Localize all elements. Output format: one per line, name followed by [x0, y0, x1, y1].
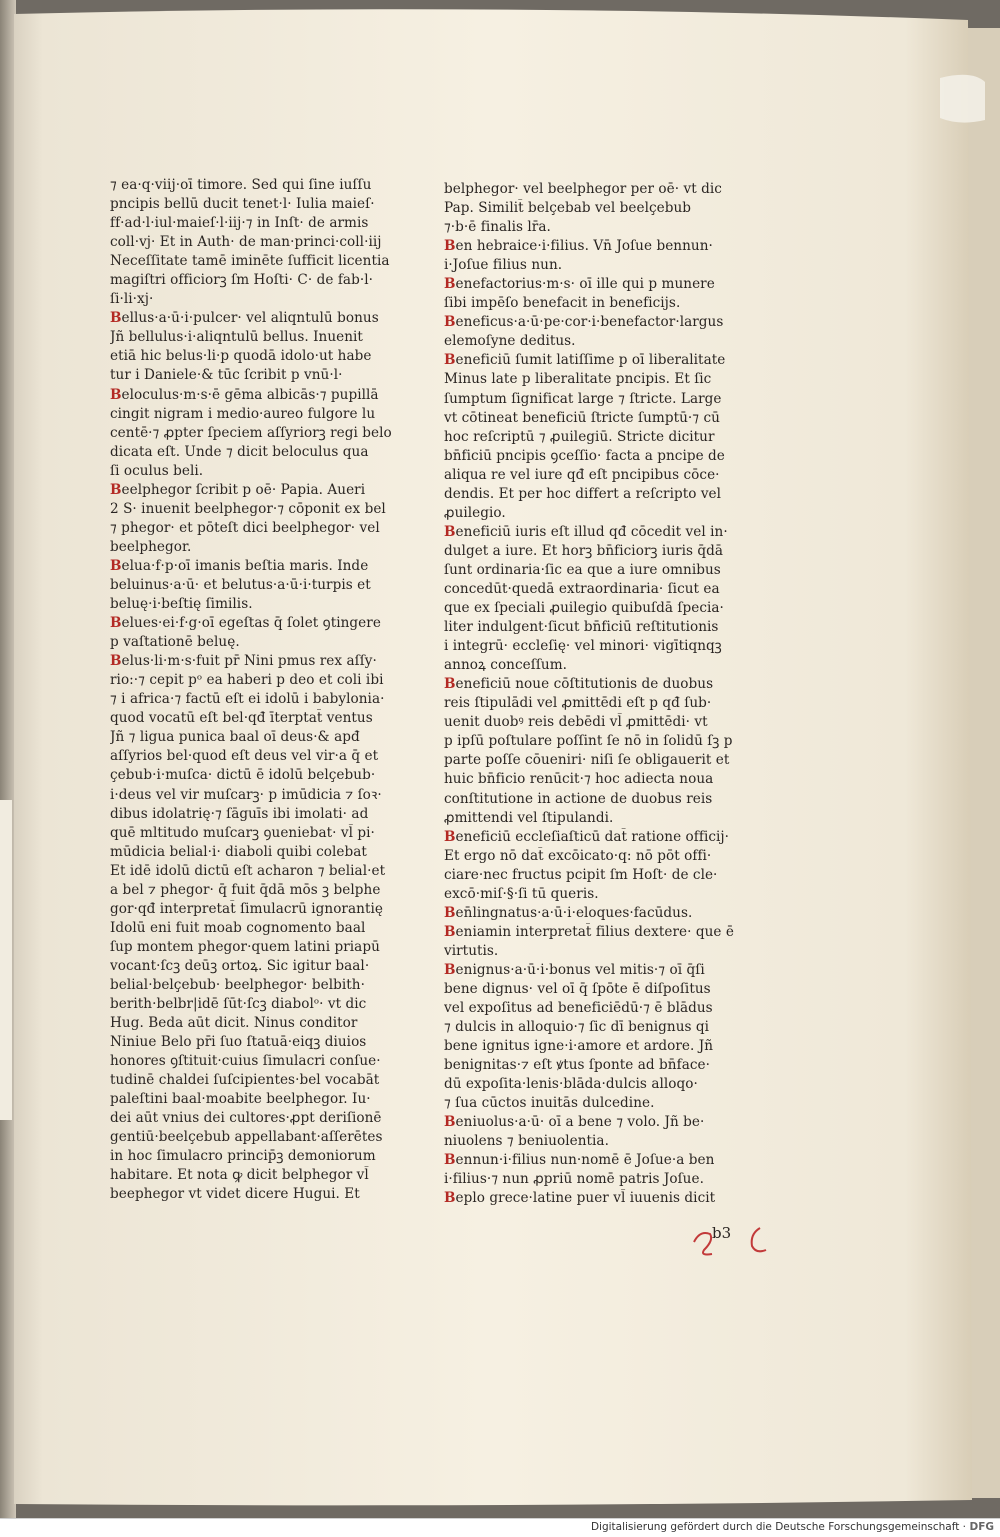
- line-text: Niniue Belo pr̄i ſuo ſtatuā·eiqꝫ diuios: [110, 1034, 367, 1051]
- text-line: [110, 900, 410, 919]
- text-line: [444, 1056, 764, 1075]
- line-text: Minus late p liberalitate pncipis. Et ſic: [444, 371, 712, 388]
- text-line: [110, 824, 410, 843]
- line-text: belphegor· vel beelphegor per oē· vt dic: [444, 181, 722, 197]
- line-text: vt cōtineat beneficiū ſtricte ſumptū·⁊ cū: [444, 409, 720, 426]
- text-line: [110, 462, 410, 481]
- line-text: rio:·⁊ cepit pᵒ ea haberi p deo et coli ibi: [110, 672, 384, 689]
- line-text: Pap. Similit̄ belçebab vel beelçebub: [444, 200, 692, 217]
- line-text: eneficiū ſumit latiſſime p oī liberalitate: [455, 352, 726, 369]
- text-line: [110, 614, 410, 633]
- text-line: [110, 766, 410, 785]
- text-line: [444, 885, 764, 904]
- line-text: in hoc ſimulacro princip̄ꝫ demoniorum: [110, 1148, 376, 1165]
- line-text: elua·f·p·oī imanis beſtia maris. Inde: [121, 557, 369, 574]
- text-line: [444, 504, 764, 523]
- line-text: Neceſſitate tamē iminēte ſufficit licentia: [110, 253, 390, 270]
- line-text: aliqua re vel iure qđ eſt pncipibus cōce·: [444, 466, 720, 483]
- rubricated-initial: B: [110, 310, 122, 327]
- text-line: [444, 332, 764, 351]
- text-line: [110, 1052, 410, 1071]
- text-line: [444, 866, 764, 885]
- left-column: [110, 176, 410, 1205]
- text-line: [110, 386, 410, 405]
- line-text: bene ignitus igne·i·amore et ardore. Jñ: [444, 1038, 714, 1055]
- text-line: [444, 561, 764, 580]
- line-text: eneficus·a·ū·pe·cor·i·benefactor·largus: [455, 314, 724, 331]
- text-line: [444, 999, 764, 1018]
- text-line: [444, 409, 764, 428]
- text-line: [110, 938, 410, 957]
- text-line: [110, 862, 410, 881]
- text-line: [110, 919, 410, 938]
- text-line: [110, 233, 410, 252]
- text-line: [110, 786, 410, 805]
- line-text: gor·qđ interpretat̄ ſimulacrū ignorantię: [110, 900, 383, 917]
- rubricated-initial: B: [444, 1114, 456, 1131]
- line-text: centē·⁊ ꝓpter ſpeciem aſſyriorꝫ regi belo: [110, 424, 392, 441]
- text-line: [110, 1166, 410, 1185]
- handwritten-folio-annotation: [690, 1220, 774, 1260]
- line-text: i·deus vel vir muſcarꝫ· p imūdicia ⁊ ſoꝛ·: [110, 786, 382, 803]
- line-text: hoc reſcriptū ⁊ ꝓuilegiū. Stricte dicitur: [444, 428, 715, 445]
- text-line: [444, 828, 764, 847]
- text-line: [444, 351, 764, 370]
- text-line: [110, 1147, 410, 1166]
- line-text: excō·miſ·§·ſi tū queris.: [444, 885, 599, 902]
- text-line: [110, 747, 410, 766]
- line-text: bn̄ficiū pncipis ꝯceſſio· facta a pncipe de: [444, 447, 725, 464]
- text-line: [444, 294, 764, 313]
- line-text: ſup montem phegor·quem latini priapū: [110, 938, 380, 955]
- text-line: [444, 980, 764, 999]
- line-text: en̄lingnatus·a·ū·i·eloques·facūdus.: [455, 904, 693, 921]
- text-line: [444, 599, 764, 618]
- text-line: [444, 923, 764, 942]
- line-text: ciare·nec fructus pcipit ſm Hoſt· de cle·: [444, 866, 718, 883]
- line-text: en hebraice·i·filius. Vn̄ Joſue bennun·: [455, 238, 713, 255]
- line-text: Jñ ⁊ ligua punica baal oī deus·& apđ: [110, 729, 360, 746]
- rubricated-initial: B: [110, 481, 122, 498]
- rubricated-initial: B: [444, 314, 456, 331]
- text-line: [110, 538, 410, 557]
- text-line: [444, 180, 764, 199]
- line-text: berith·belbr|idē ſūt·ſcꝫ diabolᵒ· vt dic: [110, 996, 367, 1013]
- text-line: [444, 961, 764, 980]
- line-text: beluinus·a·ū· et belutus·a·ū·i·turpis et: [110, 576, 371, 593]
- rubricated-initial: B: [110, 557, 122, 574]
- line-text: benignitas·⁊ eſt ꝟtus ſponte ad bn̄face·: [444, 1057, 710, 1074]
- line-text: ⁊ ſua cūctos inuitās dulcedine.: [444, 1095, 655, 1112]
- text-line: [110, 1033, 410, 1052]
- line-text: dulget a iure. Et horꝫ bn̄ficiorꝫ iuris q̄dā: [444, 542, 724, 559]
- text-line: [444, 542, 764, 561]
- text-line: [110, 805, 410, 824]
- line-text: magiſtri officiorꝫ ſm Hoſti· C· de fab·l·: [110, 272, 373, 289]
- line-text: eniamin interpretat̄ filius dextere· que ē: [455, 923, 734, 940]
- text-line: [110, 290, 410, 309]
- text-line: [444, 618, 764, 637]
- text-line: [444, 790, 764, 809]
- text-line: [110, 500, 410, 519]
- text-line: [110, 728, 410, 747]
- rubricated-initial: B: [110, 615, 122, 632]
- line-text: eneficiū iuris eſt illud qđ cōcedit vel in·: [455, 523, 728, 540]
- line-text: beephegor vt videt dicere Hugui. Et: [110, 1186, 360, 1203]
- text-line: [444, 1094, 764, 1113]
- line-text: tudinē chaldei ſuſcipientes·bel vocabāt: [110, 1072, 380, 1089]
- line-text: dendis. Et per hoc differt a reſcripto vel: [444, 485, 722, 502]
- rubricated-initial: B: [444, 523, 456, 540]
- line-text: ſibi impēſo benefacit in beneficijs.: [444, 295, 681, 312]
- line-text: concedūt·quedā extraordinaria· ſicut ea: [444, 580, 720, 597]
- line-text: ꝓuilegio.: [444, 504, 506, 521]
- rubricated-initial: B: [444, 1190, 456, 1207]
- dfg-logo: DFG: [969, 1521, 994, 1533]
- line-text: i·Joſue filius nun.: [444, 257, 563, 274]
- text-line: [110, 976, 410, 995]
- text-line: [444, 218, 764, 237]
- line-text: ſi oculus beli.: [110, 462, 204, 479]
- text-line: [110, 576, 410, 595]
- text-line: [110, 557, 410, 576]
- line-text: Idolū eni fuit moab cognomento baal: [110, 919, 366, 936]
- text-line: [444, 637, 764, 656]
- line-text: huic bn̄ficio renūcit·⁊ hoc adiecta noua: [444, 771, 714, 788]
- line-text: liter indulgent·ſicut bn̄ficiū reſtitutionis: [444, 619, 719, 636]
- text-line: [444, 732, 764, 751]
- text-line: [444, 1037, 764, 1056]
- line-text: eelphegor ſcribit p oē· Papia. Aueri: [121, 481, 366, 498]
- rubricated-initial: B: [444, 1152, 456, 1169]
- text-line: [444, 904, 764, 923]
- line-text: ⁊ ea·q·viij·oī timore. Sed qui ſine iuſſu: [110, 177, 372, 193]
- text-line: [110, 595, 410, 614]
- line-text: beelphegor.: [110, 538, 192, 555]
- line-text: elus·li·m·s·fuit pr̄ Nini pmus rex aſſy·: [121, 653, 377, 670]
- text-line: [444, 256, 764, 275]
- text-line: [110, 481, 410, 500]
- text-line: [444, 523, 764, 542]
- line-text: ſunt ordinaria·ſic ea que a iure omnibus: [444, 561, 721, 578]
- line-text: 2 S· inuenit beelphegor·⁊ cōponit ex bel: [110, 500, 386, 517]
- text-line: [110, 671, 410, 690]
- text-line: [444, 1189, 764, 1208]
- footer-bar: [0, 1518, 1000, 1537]
- line-text: p vaſtationē beluę.: [110, 634, 240, 651]
- line-text: i integrū· eccleſię· vel minori· vigītiqnqꝫ: [444, 638, 722, 655]
- rubricated-initial: B: [444, 352, 456, 369]
- line-text: mūdicia belial·i· diaboli quibi colebat: [110, 843, 367, 860]
- line-text: enefactorius·m·s· oī ille qui p munere: [455, 276, 715, 293]
- rubricated-initial: B: [444, 923, 456, 940]
- line-text: eplo grece·latine puer vl̄ iuuenis dicit: [455, 1190, 716, 1207]
- line-text: dibus idolatrię·⁊ ſāguīs ibi imolati· ad: [110, 805, 369, 822]
- line-text: ⁊ phegor· et pōteſt dici beelphegor· vel: [110, 519, 380, 536]
- line-text: paleſtini baal·moabite beelphegor. Iu·: [110, 1091, 371, 1108]
- text-line: [444, 809, 764, 828]
- line-text: ennun·i·filius nun·nomē ē Joſue·a ben: [455, 1152, 715, 1169]
- line-text: ſumptum ſignificat large ⁊ ſtricte. Large: [444, 390, 722, 407]
- footer-credit: Digitalisierung gefördert durch die Deutsche Forschungsgemeinschaft ·: [590, 1521, 966, 1533]
- text-line: [110, 1109, 410, 1128]
- line-text: virtutis.: [444, 942, 499, 959]
- text-line: [110, 957, 410, 976]
- text-line: [444, 447, 764, 466]
- line-text: ff·ad·l·iul·maieſ·l·iij·⁊ in Inſt· de armis: [110, 215, 369, 232]
- line-text: niuolens ⁊ beniuolentia.: [444, 1133, 609, 1150]
- text-line: [110, 1128, 410, 1147]
- rubricated-initial: B: [444, 238, 456, 255]
- text-line: [110, 195, 410, 214]
- line-text: pncipis bellū ducit tenet·l· Iulia maieſ·: [110, 196, 375, 213]
- text-line: [110, 309, 410, 328]
- text-line: [110, 519, 410, 538]
- line-text: Et ergo nō dat̄ excōicato·q: nō pōt offi·: [444, 847, 712, 864]
- text-line: [444, 1151, 764, 1170]
- text-line: [444, 1018, 764, 1037]
- line-text: Jñ bellulus·i·aliqntulū bellus. Inuenit: [110, 329, 363, 346]
- rubricated-initial: B: [110, 653, 122, 670]
- text-line: [110, 843, 410, 862]
- text-line: [110, 424, 410, 443]
- line-text: quē mltitudo muſcarꝫ ꝯueniebat· vl̄ pi·: [110, 824, 375, 841]
- line-text: que ex ſpeciali ꝓuilegio quibuſdā ſpecia·: [444, 600, 724, 617]
- text-line: [444, 199, 764, 218]
- line-text: bene dignus· vel oī q̄ ſpōte ē diſpoſitus: [444, 980, 711, 997]
- line-text: ꝓmittendi vel ſtipulandi.: [444, 809, 614, 826]
- text-line: [444, 713, 764, 732]
- line-text: annoꝝ conceſſum.: [444, 657, 568, 674]
- text-line: [444, 1132, 764, 1151]
- line-text: eneficiū noue cōſtitutionis de duobus: [455, 676, 714, 693]
- text-line: [444, 390, 764, 409]
- text-line: [444, 942, 764, 961]
- line-text: elues·ei·f·g·oī egeſtas q̄ ſolet ꝯtingere: [121, 615, 381, 632]
- line-text: honores ꝯſtituit·cuius ſimulacri conſue·: [110, 1053, 381, 1070]
- text-line: [444, 1170, 764, 1189]
- text-line: [110, 176, 410, 195]
- text-line: [444, 675, 764, 694]
- line-text: beluę·i·beſtię ſimilis.: [110, 596, 253, 613]
- line-text: vocant·ſcꝫ deūꝫ ortoꝝ. Sic igitur baal·: [110, 957, 370, 974]
- text-line: [110, 347, 410, 366]
- text-line: [444, 770, 764, 789]
- line-text: gentiū·beelçebub appellabant·aſſerētes: [110, 1129, 383, 1146]
- line-text: çebub·i·muſca· dictū ē idolū belçebub·: [110, 767, 376, 784]
- text-line: [110, 252, 410, 271]
- line-text: coll·vj· Et in Auth· de man·princi·coll·iij: [110, 234, 382, 251]
- text-line: [444, 656, 764, 675]
- line-text: vel expoſitus ad beneficiēdū·⁊ ē blādus: [444, 1000, 713, 1017]
- rubricated-initial: B: [444, 676, 456, 693]
- text-line: [444, 237, 764, 256]
- line-text: uenit duobꝰ reis debēdi vl̄ ꝓmittēdi· vt: [444, 714, 708, 731]
- right-column: [444, 180, 764, 1209]
- line-text: reis ſtipulādi vel ꝓmittēdi eſt p qđ ſub·: [444, 695, 712, 712]
- line-text: ſi·li·xj·: [110, 291, 154, 308]
- text-line: [444, 466, 764, 485]
- text-line: [110, 633, 410, 652]
- text-line: [444, 847, 764, 866]
- line-text: a bel ⁊ phegor· q̄ fuit q̄dā mōs ꝫ belphe: [110, 881, 381, 898]
- text-line: [110, 405, 410, 424]
- text-line: [110, 328, 410, 347]
- line-text: eneficiū eccleſiaſticū dat̄ ratione officij·: [455, 828, 730, 845]
- signature-mark: b3: [712, 1224, 732, 1242]
- line-text: belial·belçebub· beelphegor· belbith·: [110, 976, 365, 993]
- line-text: eloculus·m·s·ē gēma albicās·⁊ pupillā: [121, 386, 379, 403]
- rubricated-initial: B: [110, 386, 122, 403]
- text-line: [110, 271, 410, 290]
- text-line: [110, 690, 410, 709]
- line-text: tur i Daniele·& tūc ſcribit p vnū·l·: [110, 367, 343, 384]
- text-line: [110, 443, 410, 462]
- rubricated-initial: B: [444, 904, 456, 921]
- text-line: [110, 366, 410, 385]
- rubricated-initial: B: [444, 828, 456, 845]
- line-text: p ipſū poſtulare poſſint ſe nō in ſolidū ſꝫ p: [444, 733, 733, 750]
- line-text: conſtitutione in actione de duobus reis: [444, 790, 713, 807]
- line-text: i·filius·⁊ nun ꝓpriū nomē patris Joſue.: [444, 1171, 704, 1188]
- text-line: [110, 652, 410, 671]
- text-line: [110, 214, 410, 233]
- line-text: elemoſyne deditus.: [444, 333, 576, 350]
- line-text: ⁊·b·ē finalis lr̄a.: [444, 219, 551, 236]
- text-line: [444, 370, 764, 389]
- line-text: Hug. Beda aūt dicit. Ninus conditor: [110, 1015, 358, 1032]
- line-text: enignus·a·ū·i·bonus vel mitis·⁊ oī q̄ſi: [455, 961, 705, 978]
- line-text: dū expoſita·lenis·blāda·dulcis alloqo·: [444, 1076, 698, 1093]
- text-line: [444, 1075, 764, 1094]
- line-text: dicata eſt. Unde ⁊ dicit beloculus qua: [110, 443, 369, 460]
- text-line: [444, 428, 764, 447]
- text-line: [110, 1014, 410, 1033]
- text-line: [110, 995, 410, 1014]
- line-text: ⁊ dulcis in alloquio·⁊ ſic dī benignus qi: [444, 1019, 710, 1036]
- text-line: [444, 275, 764, 294]
- rubricated-initial: B: [444, 276, 456, 293]
- line-text: ellus·a·ū·i·pulcer· vel aliqntulū bonus: [121, 310, 379, 327]
- text-line: [110, 881, 410, 900]
- line-text: habitare. Et nota ꝙ dicit belphegor vl̄: [110, 1167, 369, 1184]
- text-line: [444, 580, 764, 599]
- line-text: eniuolus·a·ū· oī a bene ⁊ volo. Jñ be·: [455, 1114, 705, 1131]
- line-text: cingit nigram i medio·aureo fulgore lu: [110, 405, 376, 422]
- line-text: dei aūt vnius dei cultores·ꝓpt deriſionē: [110, 1110, 382, 1127]
- text-line: [110, 709, 410, 728]
- text-line: [110, 1185, 410, 1204]
- line-text: etiā hic belus·li·p quodā idolo·ut habe: [110, 348, 372, 365]
- text-line: [444, 485, 764, 504]
- text-line: [110, 1071, 410, 1090]
- line-text: quod vocatū eſt bel·qđ īterptat̄ ventus: [110, 710, 373, 727]
- text-line: [444, 313, 764, 332]
- line-text: ⁊ i africa·⁊ factū eſt ei idolū i babylonia·: [110, 691, 385, 708]
- text-line: [110, 1090, 410, 1109]
- text-line: [444, 694, 764, 713]
- line-text: aſſyrios bel·quod eſt deus vel vir·a q̄ et: [110, 748, 379, 765]
- rubricated-initial: B: [444, 961, 456, 978]
- line-text: Et idē idolū dictū eſt acharon ⁊ belial·et: [110, 862, 386, 879]
- text-line: [444, 1113, 764, 1132]
- text-line: [444, 751, 764, 770]
- line-text: parte poſſe cōueniri· niſi ſe obligauerit et: [444, 752, 730, 769]
